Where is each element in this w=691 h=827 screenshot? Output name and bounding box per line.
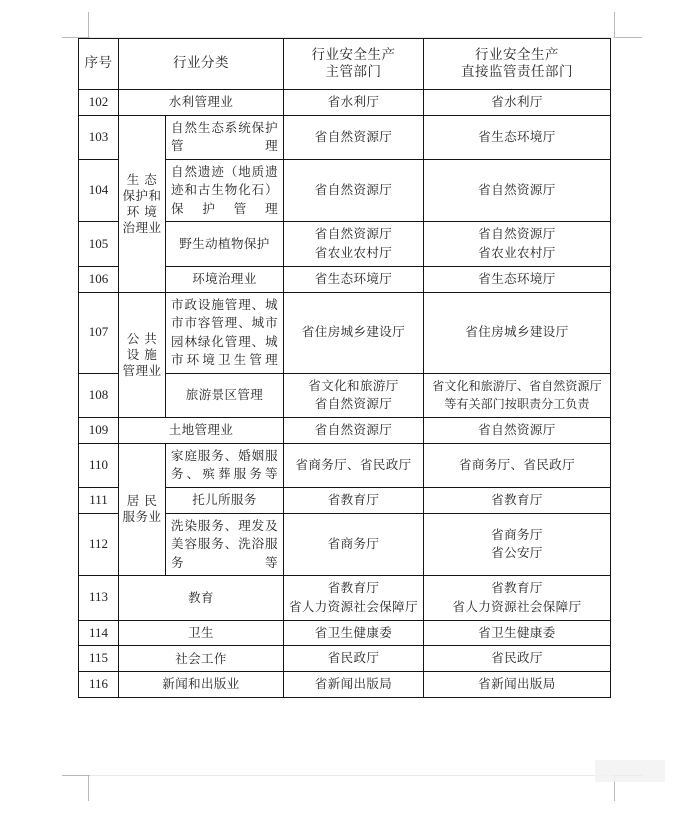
cell-supervising-department <box>284 646 424 672</box>
industry-group-line: 保护和 <box>122 187 162 203</box>
cell-serial-number: 116 <box>79 672 119 698</box>
supervising-department-line: 省自然资源厅 <box>314 226 393 242</box>
cell-direct-responsible-department <box>424 646 611 672</box>
cell-industry-subcategory: 新闻和出版业 <box>119 672 284 698</box>
crop-mark-bottom-left-vertical <box>88 775 89 801</box>
industry-group-line: 管理业 <box>122 362 162 378</box>
cell-supervising-department <box>284 672 424 698</box>
direct-responsible-department-line: 省商务厅、省民政厅 <box>458 456 576 472</box>
cell-supervising-department <box>284 266 424 292</box>
cell-industry-subcategory: 教育 <box>119 576 284 621</box>
cell-serial-number: 102 <box>79 90 119 116</box>
supervising-department-line: 省文化和旅游厅 <box>308 377 399 393</box>
cell-direct-responsible-department <box>424 373 611 418</box>
supervising-department-line: 省生态环境厅 <box>314 270 393 286</box>
direct-responsible-department-line: 省住房城乡建设厅 <box>465 324 569 340</box>
scan-artifact <box>595 760 665 782</box>
cell-direct-responsible-department <box>424 418 611 444</box>
direct-responsible-department-line: 省水利厅 <box>491 94 543 109</box>
column-header-serial-number: 序号 <box>79 39 119 90</box>
cell-serial-number: 114 <box>79 620 119 646</box>
table-row <box>79 646 611 672</box>
industry-group-line: 治理业 <box>122 219 162 235</box>
table-body <box>79 90 611 698</box>
supervising-department-line: 省自然资源厅 <box>314 422 393 437</box>
table-row <box>79 90 611 116</box>
cell-industry-subcategory: 自然遗迹（地质遗迹和古生物化石）保护管理 <box>166 159 284 222</box>
direct-responsible-department-line: 省商务厅 <box>491 526 543 542</box>
industry-group-line: 居 民 <box>126 493 158 509</box>
cell-supervising-department <box>284 159 424 222</box>
cell-direct-responsible-department <box>424 90 611 116</box>
industry-group-line: 公 共 <box>126 330 158 346</box>
cell-direct-responsible-department <box>424 292 611 373</box>
cell-serial-number: 109 <box>79 418 119 444</box>
direct-responsible-department-line: 省自然资源厅 <box>478 422 556 437</box>
industry-responsibility-table-container <box>78 38 610 698</box>
table-row <box>79 292 611 373</box>
cell-supervising-department <box>284 487 424 513</box>
industry-responsibility-table <box>78 38 611 698</box>
direct-responsible-department-line: 省自然资源厅 <box>478 226 556 242</box>
table-row <box>79 418 611 444</box>
direct-responsible-department-line: 省公安厅 <box>491 545 543 561</box>
cell-industry-subcategory: 土地管理业 <box>119 418 284 444</box>
direct-responsible-department-line: 省卫生健康委 <box>478 624 556 640</box>
cell-supervising-department <box>284 90 424 116</box>
cell-direct-responsible-department <box>424 576 611 621</box>
cell-serial-number: 106 <box>79 266 119 292</box>
cell-direct-responsible-department <box>424 620 611 646</box>
direct-responsible-department-line: 省生态环境厅 <box>478 128 556 144</box>
column-header-supervising-department-line1: 行业安全生产 <box>311 46 396 63</box>
cell-serial-number: 112 <box>79 513 119 576</box>
supervising-department-line: 省卫生健康委 <box>314 624 393 640</box>
cell-industry-subcategory: 市政设施管理、城市市容管理、城市园林绿化管理、城市环境卫生管理 <box>166 292 284 373</box>
crop-guide-bottom-line <box>62 775 630 776</box>
cell-direct-responsible-department <box>424 115 611 159</box>
cell-industry-group <box>119 292 166 418</box>
industry-group-line: 设 施 <box>126 346 158 362</box>
table-row <box>79 443 611 487</box>
cell-supervising-department <box>284 222 424 267</box>
supervising-department-line: 省商务厅、省民政厅 <box>295 456 412 472</box>
table-row <box>79 115 611 159</box>
industry-group-line: 环 境 <box>126 203 158 219</box>
industry-group-line: 服务业 <box>122 509 162 525</box>
cell-serial-number: 110 <box>79 443 119 487</box>
cell-supervising-department <box>284 292 424 373</box>
table-row <box>79 672 611 698</box>
supervising-department-line: 省新闻出版局 <box>314 676 393 691</box>
supervising-department-line: 省农业农村厅 <box>314 245 393 260</box>
cell-industry-group <box>119 115 166 292</box>
supervising-department-line: 省自然资源厅 <box>314 182 393 198</box>
cell-supervising-department <box>284 418 424 444</box>
direct-responsible-department-line: 省教育厅 <box>491 491 543 507</box>
cell-supervising-department <box>284 620 424 646</box>
cell-supervising-department <box>284 373 424 418</box>
supervising-department-line: 省水利厅 <box>327 94 380 109</box>
cell-industry-subcategory: 自然生态系统保护管理 <box>166 115 284 159</box>
direct-responsible-department-line: 省自然资源厅 <box>478 182 556 198</box>
cell-industry-subcategory: 环境治理业 <box>166 266 284 292</box>
column-header-direct-responsible-department <box>424 39 611 90</box>
table-header-row <box>79 39 611 90</box>
cell-serial-number: 115 <box>79 646 119 672</box>
cell-direct-responsible-department <box>424 513 611 576</box>
cell-serial-number: 105 <box>79 222 119 267</box>
cell-supervising-department <box>284 576 424 621</box>
cell-serial-number: 113 <box>79 576 119 621</box>
crop-mark-top-right-vertical <box>614 12 615 38</box>
cell-industry-subcategory: 卫生 <box>119 620 284 646</box>
supervising-department-line: 省人力资源社会保障厅 <box>288 598 418 614</box>
supervising-department-line: 省自然资源厅 <box>314 128 393 144</box>
cell-serial-number: 107 <box>79 292 119 373</box>
supervising-department-line: 省民政厅 <box>327 650 380 666</box>
cell-direct-responsible-department <box>424 443 611 487</box>
supervising-department-line: 省住房城乡建设厅 <box>301 324 406 340</box>
direct-responsible-department-line: 省农业农村厅 <box>478 245 556 260</box>
cell-direct-responsible-department <box>424 266 611 292</box>
table-row <box>79 576 611 621</box>
direct-responsible-department-line: 省人力资源社会保障厅 <box>452 598 582 614</box>
cell-industry-subcategory: 托儿所服务 <box>166 487 284 513</box>
direct-responsible-department-line: 省新闻出版局 <box>478 676 556 691</box>
cell-industry-subcategory: 水利管理业 <box>119 90 284 116</box>
column-header-supervising-department <box>284 39 424 90</box>
cell-industry-subcategory: 社会工作 <box>119 646 284 672</box>
cell-serial-number: 111 <box>79 487 119 513</box>
cell-serial-number: 103 <box>79 115 119 159</box>
direct-responsible-department-line: 等有关部门按职责分工负责 <box>444 397 590 412</box>
industry-group-line: 生 态 <box>126 171 158 187</box>
column-header-supervising-department-line2: 主管部门 <box>325 64 382 80</box>
table-row <box>79 620 611 646</box>
cell-industry-subcategory: 旅游景区管理 <box>166 373 284 418</box>
supervising-department-line: 省商务厅 <box>327 535 380 551</box>
cell-direct-responsible-department <box>424 487 611 513</box>
direct-responsible-department-line: 省教育厅 <box>491 580 543 595</box>
cell-serial-number: 108 <box>79 373 119 418</box>
supervising-department-line: 省教育厅 <box>327 580 380 595</box>
crop-mark-bottom-left-horizontal <box>62 775 90 776</box>
table-header <box>79 39 611 90</box>
cell-direct-responsible-department <box>424 222 611 267</box>
column-header-industry-category: 行业分类 <box>119 39 284 90</box>
direct-responsible-department-line: 省民政厅 <box>491 650 543 666</box>
crop-mark-top-left-vertical <box>88 12 89 38</box>
crop-mark-top-right-horizontal <box>614 37 642 38</box>
column-header-direct-responsible-department-line1: 行业安全生产 <box>475 46 559 63</box>
cell-industry-subcategory: 洗染服务、理发及美容服务、洗浴服务等 <box>166 513 284 576</box>
cell-direct-responsible-department <box>424 159 611 222</box>
cell-industry-group <box>119 443 166 575</box>
cell-supervising-department <box>284 115 424 159</box>
column-header-direct-responsible-department-line2: 直接监管责任部门 <box>461 64 573 80</box>
cell-industry-subcategory: 野生动植物保护 <box>166 222 284 267</box>
cell-direct-responsible-department <box>424 672 611 698</box>
cell-supervising-department <box>284 443 424 487</box>
cell-industry-subcategory: 家庭服务、婚姻服务、殡葬服务等 <box>166 443 284 487</box>
direct-responsible-department-line: 省生态环境厅 <box>478 270 556 286</box>
supervising-department-line: 省自然资源厅 <box>314 396 393 412</box>
supervising-department-line: 省教育厅 <box>327 491 380 507</box>
direct-responsible-department-line: 省文化和旅游厅、省自然资源厅 <box>432 379 602 394</box>
cell-serial-number: 104 <box>79 159 119 222</box>
cell-supervising-department <box>284 513 424 576</box>
